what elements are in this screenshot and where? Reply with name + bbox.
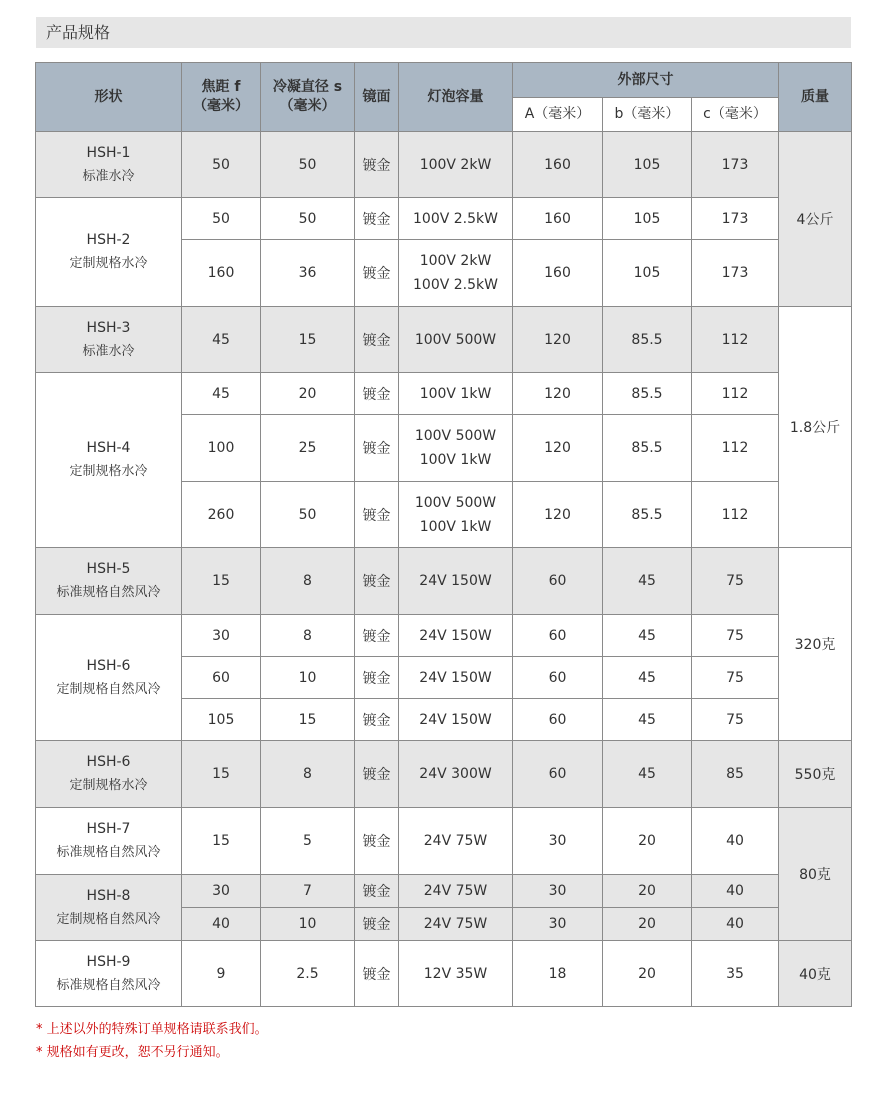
bulb-capacity-value: 24V 150W (419, 669, 492, 686)
bulb-capacity-value: 100V 500W (414, 331, 497, 348)
header-dim-b: b（毫米） (603, 98, 692, 132)
focal-length-cell: 50 (182, 198, 261, 240)
mirror-cell: 镀金 (355, 808, 399, 875)
focal-length-cell: 260 (182, 482, 261, 548)
dim-a-cell: 60 (513, 615, 603, 657)
model-name: HSH-5 (86, 561, 131, 577)
bulb-capacity-value: 24V 75W (423, 833, 488, 849)
mirror-cell: 镀金 (355, 548, 399, 615)
model-cell (36, 548, 182, 615)
model-name: HSH-6 (86, 754, 131, 770)
table-row (36, 373, 852, 415)
dim-b-cell: 105 (603, 198, 692, 240)
table-row (36, 198, 852, 240)
bulb-capacity-value: 100V 2.5kW (413, 277, 498, 293)
header-focal: 焦距 f （毫米） (182, 63, 261, 132)
mirror-cell: 镀金 (355, 699, 399, 741)
model-name: HSH-7 (86, 821, 131, 837)
dim-c-cell: 75 (692, 699, 779, 741)
model-name: HSH-1 (86, 144, 131, 161)
bulb-capacity-cell (399, 482, 513, 548)
model-description: 定制规格水冷 (69, 464, 148, 479)
condenser-diameter-cell: 15 (261, 307, 355, 373)
model-description: 定制规格自然风冷 (56, 681, 161, 697)
bulb-capacity-value: 100V 1kW (419, 385, 492, 402)
mirror-cell: 镀金 (355, 741, 399, 808)
dim-b-cell: 45 (603, 741, 692, 808)
dim-b-cell: 85.5 (603, 307, 692, 373)
model-cell (36, 808, 182, 875)
condenser-diameter-cell: 15 (261, 699, 355, 741)
product-spec-table (35, 62, 852, 1007)
model-description: 标准水冷 (82, 343, 135, 359)
focal-length-cell: 60 (182, 657, 261, 699)
dim-a-cell: 30 (513, 808, 603, 875)
bulb-capacity-cell (399, 132, 513, 198)
bulb-capacity-value: 24V 150W (419, 573, 492, 589)
bulb-capacity-cell (399, 808, 513, 875)
bulb-capacity-cell (399, 875, 513, 908)
mass-cell: 550克 (779, 741, 852, 808)
focal-length-cell: 15 (182, 548, 261, 615)
bulb-capacity-cell (399, 941, 513, 1007)
model-name: HSH-4 (86, 440, 131, 456)
focal-length-cell: 30 (182, 875, 261, 908)
model-cell (36, 615, 182, 741)
focal-length-cell: 100 (182, 415, 261, 482)
focal-length-cell: 50 (182, 132, 261, 198)
bulb-capacity-cell (399, 373, 513, 415)
focal-length-cell: 30 (182, 615, 261, 657)
bulb-capacity-value: 24V 300W (419, 766, 492, 782)
model-description: 标准规格自然风冷 (56, 585, 161, 600)
dim-b-cell: 105 (603, 240, 692, 307)
header-dim-a: A（毫米） (513, 98, 603, 132)
dim-c-cell: 112 (692, 482, 779, 548)
mass-cell: 1.8公斤 (779, 307, 852, 548)
dim-c-cell: 173 (692, 132, 779, 198)
dim-a-cell: 60 (513, 548, 603, 615)
model-description: 标准规格自然风冷 (56, 845, 161, 860)
condenser-diameter-cell: 10 (261, 908, 355, 941)
condenser-diameter-cell: 36 (261, 240, 355, 307)
mirror-cell: 镀金 (355, 482, 399, 548)
condenser-diameter-cell: 10 (261, 657, 355, 699)
dim-c-cell: 35 (692, 941, 779, 1007)
focal-length-cell: 160 (182, 240, 261, 307)
bulb-capacity-value: 100V 2kW (419, 253, 492, 269)
mirror-cell: 镀金 (355, 415, 399, 482)
mirror-cell: 镀金 (355, 132, 399, 198)
footnote-item: * 上述以外的特殊订单规格请联系我们。 (36, 1022, 268, 1037)
mirror-cell: 镀金 (355, 198, 399, 240)
dim-b-cell: 45 (603, 548, 692, 615)
bulb-capacity-cell (399, 615, 513, 657)
dim-b-cell: 85.5 (603, 373, 692, 415)
bulb-capacity-cell (399, 657, 513, 699)
section-title: 产品规格 (36, 17, 851, 48)
bulb-capacity-value: 12V 35W (423, 965, 488, 982)
bulb-capacity-value: 100V 1kW (419, 452, 492, 468)
dim-a-cell: 18 (513, 941, 603, 1007)
bulb-capacity-cell (399, 699, 513, 741)
dim-a-cell: 60 (513, 657, 603, 699)
table-row (36, 875, 852, 908)
dim-b-cell: 20 (603, 908, 692, 941)
dim-a-cell: 120 (513, 373, 603, 415)
header-shape: 形状 (36, 63, 182, 132)
mirror-cell: 镀金 (355, 615, 399, 657)
mirror-cell: 镀金 (355, 941, 399, 1007)
table-row (36, 741, 852, 808)
model-cell (36, 132, 182, 198)
dim-c-cell: 173 (692, 198, 779, 240)
dim-c-cell: 40 (692, 875, 779, 908)
condenser-diameter-cell: 8 (261, 741, 355, 808)
dim-c-cell: 173 (692, 240, 779, 307)
dim-c-cell: 75 (692, 548, 779, 615)
dim-b-cell: 45 (603, 699, 692, 741)
table-row (36, 808, 852, 875)
model-cell (36, 198, 182, 307)
mass-cell: 80克 (779, 808, 852, 941)
condenser-diameter-cell: 50 (261, 198, 355, 240)
condenser-diameter-cell: 2.5 (261, 941, 355, 1007)
header-external-dimensions: 外部尺寸 (513, 63, 779, 98)
bulb-capacity-cell (399, 548, 513, 615)
dim-b-cell: 105 (603, 132, 692, 198)
bulb-capacity-cell (399, 741, 513, 808)
model-description: 定制规格水冷 (69, 778, 148, 793)
model-cell (36, 307, 182, 373)
condenser-diameter-cell: 25 (261, 415, 355, 482)
dim-c-cell: 40 (692, 808, 779, 875)
mass-cell: 320克 (779, 548, 852, 741)
model-cell (36, 941, 182, 1007)
bulb-capacity-value: 100V 1kW (419, 518, 492, 535)
bulb-capacity-value: 100V 500W (414, 428, 497, 444)
table-row (36, 941, 852, 1007)
dim-a-cell: 160 (513, 132, 603, 198)
table-row (36, 548, 852, 615)
condenser-diameter-cell: 8 (261, 548, 355, 615)
dim-a-cell: 160 (513, 240, 603, 307)
dim-b-cell: 85.5 (603, 415, 692, 482)
model-description: 定制规格自然风冷 (56, 911, 161, 927)
bulb-capacity-value: 24V 150W (419, 711, 492, 728)
condenser-diameter-cell: 7 (261, 875, 355, 908)
model-name: HSH-9 (86, 953, 131, 970)
dim-c-cell: 85 (692, 741, 779, 808)
bulb-capacity-value: 24V 75W (423, 883, 488, 899)
dim-a-cell: 160 (513, 198, 603, 240)
table-row (36, 132, 852, 198)
model-cell (36, 875, 182, 941)
mirror-cell: 镀金 (355, 240, 399, 307)
dim-c-cell: 75 (692, 657, 779, 699)
model-cell (36, 373, 182, 548)
bulb-capacity-cell (399, 307, 513, 373)
dim-a-cell: 120 (513, 307, 603, 373)
bulb-capacity-cell (399, 908, 513, 941)
dim-a-cell: 120 (513, 415, 603, 482)
table-row (36, 615, 852, 657)
focal-length-cell: 40 (182, 908, 261, 941)
model-name: HSH-3 (86, 319, 131, 336)
dim-a-cell: 30 (513, 908, 603, 941)
mirror-cell: 镀金 (355, 875, 399, 908)
bulb-capacity-cell (399, 240, 513, 307)
mirror-cell: 镀金 (355, 307, 399, 373)
bulb-capacity-value: 100V 2kW (419, 156, 492, 173)
model-name: HSH-6 (86, 657, 131, 674)
header-dim-c: c（毫米） (692, 98, 779, 132)
model-cell (36, 741, 182, 808)
model-description: 定制规格水冷 (69, 256, 148, 271)
mirror-cell: 镀金 (355, 373, 399, 415)
bulb-capacity-value: 100V 500W (414, 494, 497, 511)
mass-cell: 40克 (779, 941, 852, 1007)
mirror-cell: 镀金 (355, 657, 399, 699)
dim-c-cell: 112 (692, 415, 779, 482)
model-name: HSH-2 (86, 232, 131, 248)
dim-c-cell: 112 (692, 373, 779, 415)
condenser-diameter-cell: 20 (261, 373, 355, 415)
spec-table-body (36, 132, 852, 1007)
focal-length-cell: 45 (182, 307, 261, 373)
dim-c-cell: 40 (692, 908, 779, 941)
condenser-diameter-cell: 8 (261, 615, 355, 657)
focal-length-cell: 15 (182, 741, 261, 808)
dim-b-cell: 45 (603, 657, 692, 699)
mirror-cell: 镀金 (355, 908, 399, 941)
bulb-capacity-cell (399, 415, 513, 482)
focal-length-cell: 105 (182, 699, 261, 741)
bulb-capacity-value: 24V 150W (419, 627, 492, 644)
mass-cell: 4公斤 (779, 132, 852, 307)
dim-b-cell: 85.5 (603, 482, 692, 548)
footnote-item: * 规格如有更改，恕不另行通知。 (36, 1045, 229, 1060)
dim-c-cell: 112 (692, 307, 779, 373)
header-mirror: 镜面 (355, 63, 399, 132)
condenser-diameter-cell: 50 (261, 482, 355, 548)
model-name: HSH-8 (86, 887, 131, 904)
focal-length-cell: 15 (182, 808, 261, 875)
condenser-diameter-cell: 50 (261, 132, 355, 198)
dim-b-cell: 45 (603, 615, 692, 657)
dim-b-cell: 20 (603, 875, 692, 908)
footnotes (36, 1018, 268, 1064)
dim-a-cell: 30 (513, 875, 603, 908)
condenser-diameter-cell: 5 (261, 808, 355, 875)
model-description: 标准规格自然风冷 (56, 977, 161, 993)
dim-b-cell: 20 (603, 941, 692, 1007)
header-mass: 质量 (779, 63, 852, 132)
bulb-capacity-cell (399, 198, 513, 240)
table-row (36, 307, 852, 373)
model-description: 标准水冷 (82, 168, 135, 184)
focal-length-cell: 9 (182, 941, 261, 1007)
bulb-capacity-value: 24V 75W (423, 916, 488, 932)
header-condenser-diameter: 冷凝直径 s （毫米） (261, 63, 355, 132)
header-bulb-capacity: 灯泡容量 (399, 63, 513, 132)
focal-length-cell: 45 (182, 373, 261, 415)
dim-a-cell: 60 (513, 699, 603, 741)
dim-b-cell: 20 (603, 808, 692, 875)
dim-c-cell: 75 (692, 615, 779, 657)
dim-a-cell: 60 (513, 741, 603, 808)
dim-a-cell: 120 (513, 482, 603, 548)
bulb-capacity-value: 100V 2.5kW (413, 210, 498, 227)
